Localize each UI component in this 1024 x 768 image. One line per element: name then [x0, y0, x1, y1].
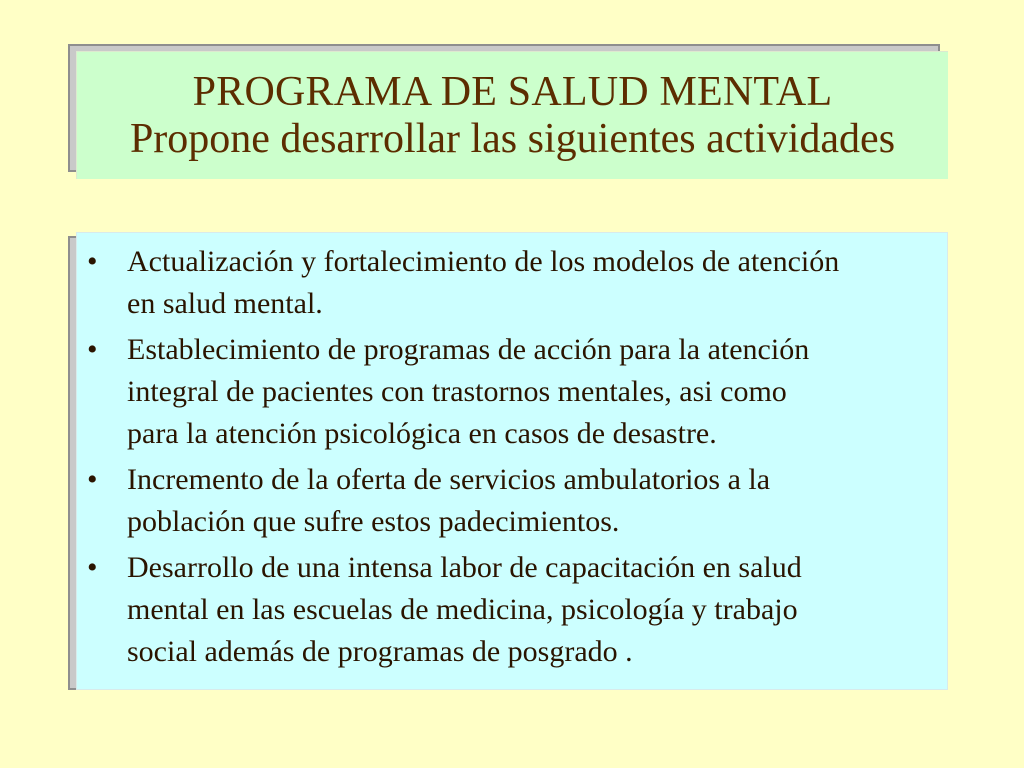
bullet-item	[87, 459, 945, 543]
slide-subtitle: Propone desarrollar las siguientes actividades	[129, 115, 896, 162]
bullet-text: Establecimiento de programas de acción para la atención integral de pacientes con trastornos mentales, asi como para la atención psicológica en casos de desastre.	[127, 333, 810, 450]
bullet-point: •	[87, 333, 98, 366]
slide-title: PROGRAMA DE SALUD MENTAL	[192, 68, 833, 115]
bullet-item	[87, 547, 945, 673]
title-box	[76, 51, 948, 179]
bullet-list	[87, 241, 945, 677]
bullet-item	[87, 241, 945, 325]
bullet-text: Desarrollo de una intensa labor de capacitación en salud mental en las escuelas de medicina, psicología y trabajo social además de programas de posgrado .	[127, 551, 802, 668]
bullet-point: •	[87, 551, 98, 584]
content-box	[76, 232, 948, 690]
bullet-text: Incremento de la oferta de servicios ambulatorios a la población que sufre estos padecimientos.	[127, 463, 771, 538]
bullet-point: •	[87, 245, 98, 278]
bullet-item	[87, 329, 945, 455]
bullet-text: Actualización y fortalecimiento de los modelos de atención en salud mental.	[127, 245, 840, 320]
bullet-point: •	[87, 463, 98, 496]
